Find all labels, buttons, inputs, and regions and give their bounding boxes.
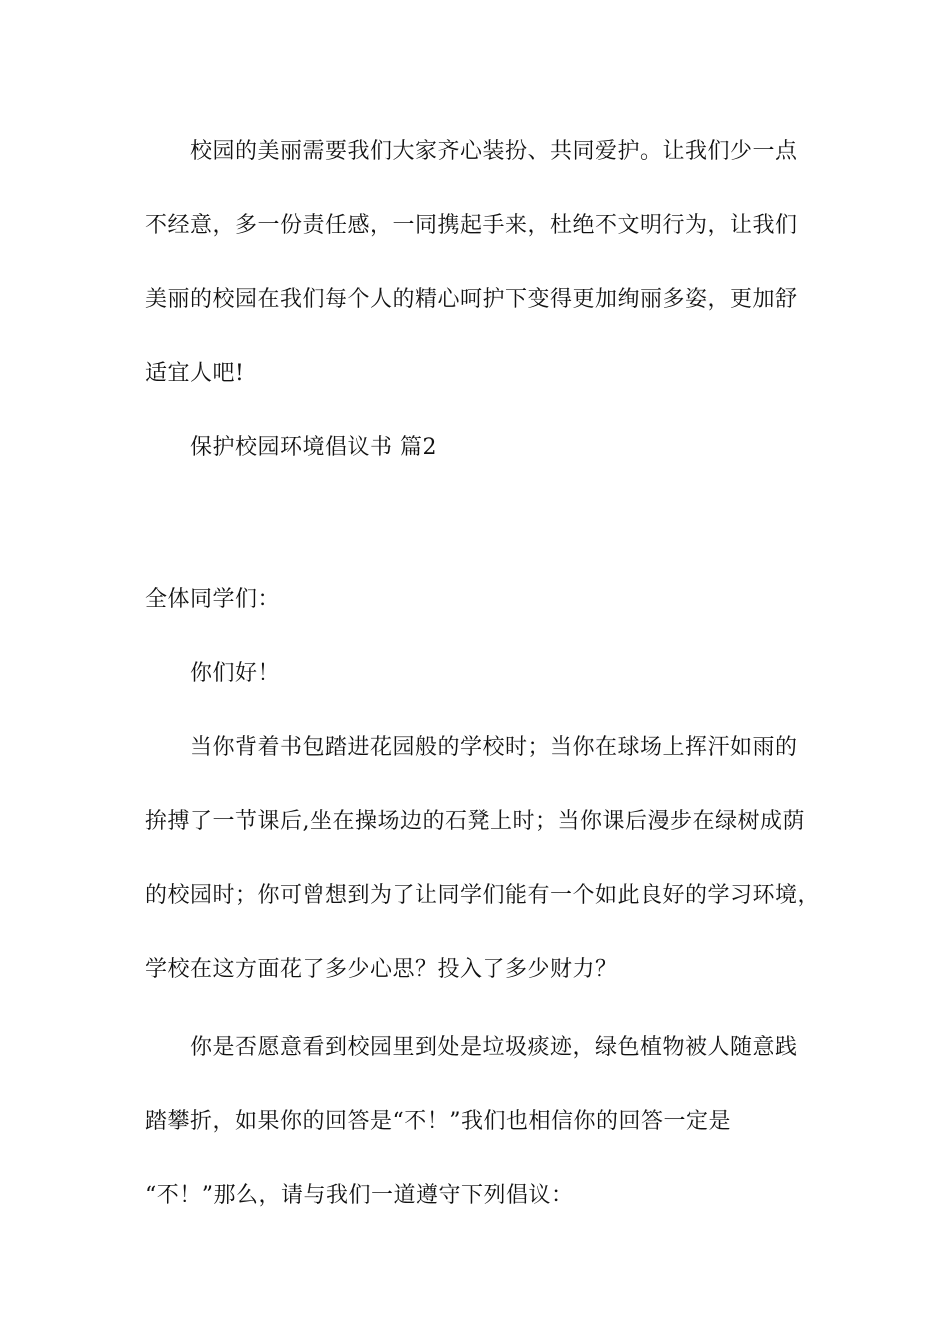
- paragraph-line: 的校园时；你可曾想到为了让同学们能有一个如此良好的学习环境，: [145, 883, 821, 908]
- greeting: 你们好！: [190, 661, 281, 686]
- paragraph-line: 拚搏了一节课后,坐在操场边的石凳上时；当你课后漫步在绿树成荫: [145, 809, 805, 834]
- paragraph-line: 学校在这方面花了多少心思？投入了多少财力？: [145, 957, 618, 982]
- salutation: 全体同学们：: [145, 587, 281, 612]
- paragraph-line: 当你背着书包踏进花园般的学校时；当你在球场上挥汗如雨的: [190, 735, 798, 760]
- paragraph-line: 适宜人吧!: [145, 361, 245, 386]
- paragraph-line: “不！”那么，请与我们一道遵守下列倡议：: [145, 1183, 574, 1208]
- paragraph-line: 踏攀折，如果你的回答是“不！”我们也相信你的回答一定是: [145, 1109, 731, 1134]
- paragraph-line: 不经意，多一份责任感，一同携起手来，杜绝不文明行为，让我们: [145, 213, 798, 238]
- paragraph-line: 美丽的校园在我们每个人的精心呵护下变得更加绚丽多姿，更加舒: [145, 287, 798, 312]
- section-heading: 保护校园环境倡议书 篇2: [190, 435, 437, 460]
- paragraph-line: 你是否愿意看到校园里到处是垃圾痰迹，绿色植物被人随意践: [190, 1035, 798, 1060]
- paragraph-line: 校园的美丽需要我们大家齐心装扮、共同爱护。让我们少一点: [190, 139, 798, 164]
